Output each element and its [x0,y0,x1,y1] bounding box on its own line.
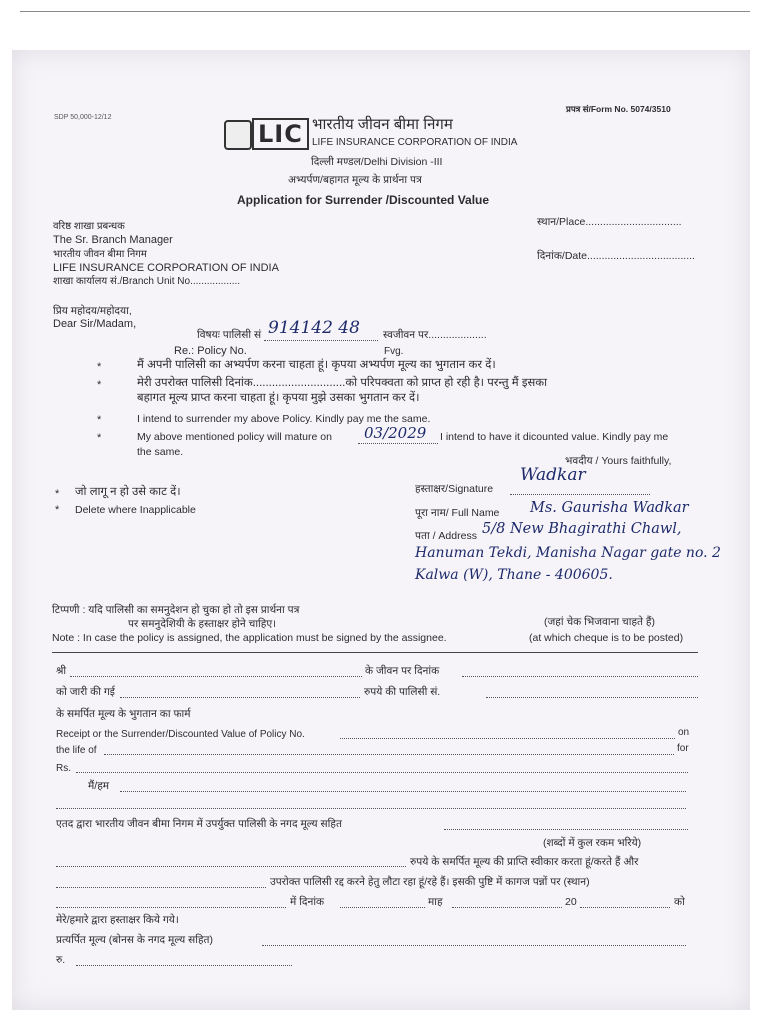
subject-hindi: अभ्यर्पण/बहागत मूल्य के प्रार्थना पत्र [288,174,422,186]
scan-top-edge [20,11,750,12]
receipt-blank-line[interactable] [56,808,686,809]
address-label: पता / Address [415,530,477,542]
policy-number-handwritten[interactable]: 914142 48 [268,318,360,338]
receipt-life-date: के जीवन पर दिनांक [365,665,440,677]
fvg-label: Fvg. [384,346,404,357]
form-title: Application for Surrender /Discounted Value [237,193,490,207]
receipt-year-line[interactable] [580,907,670,908]
receipt-declaration: एतद द्वारा भारतीय जीवन बीमा निगम में उपर्युक्त पालिसी के नगद मूल्य सहित [56,818,342,830]
receipt-day-line[interactable] [340,907,425,908]
para-surrender-hindi: मैं अपनी पालिसी का अभ्यर्पण करना चाहता हूं। कृपया अभ्यर्पण मूल्य का भुगतान कर दें। [137,359,496,371]
receipt-policy-line[interactable] [486,697,698,698]
note-hindi-1: टिप्पणी : यदि पालिसी का समनुदेशन हो चुका हो तो इस प्रार्थना पत्र [52,604,300,616]
signature-line [510,494,650,495]
receipt-life-of: the life of [56,745,97,756]
receipt-on: on [678,727,690,738]
org-name-english: LIFE INSURANCE CORPORATION OF INDIA [312,137,518,148]
receipt-rupees-line[interactable] [76,965,292,966]
bullet-6: * [55,504,60,516]
address-line-2-handwritten[interactable]: Hanuman Tekdi, Manisha Nagar gate no. 2 [415,545,721,561]
policy-number-line [264,340,378,341]
receipt-surrender-value: प्रत्यर्पित मूल्य (बोनस के नगद मूल्य सहित) [56,934,214,946]
receipt-place-line[interactable] [56,907,286,908]
form-number: प्रपत्र सं/Form No. 5074/3510 [566,104,671,114]
receipt-policy-no: रुपये की पालिसी सं. [364,686,441,698]
bullet-5: * [55,488,60,500]
receipt-declaration-line[interactable] [444,829,688,830]
receipt-signed: मेरे/हमारे द्वारा हस्ताक्षर किये गये। [56,914,179,926]
lic-logo-text: LIC [252,118,309,150]
receipt-ko: को [674,896,685,908]
section-divider [52,652,698,653]
signature-label: हस्ताक्षर/Signature [415,483,494,495]
receipt-shri: श्री [56,665,67,677]
bullet-1: * [97,361,102,373]
para-surrender-english: I intend to surrender my above Policy. Kindly pay me the same. [137,413,431,425]
bullet-2: * [97,379,102,391]
receipt-surrender-english: Receipt or the Surrender/Discounted Value of Policy No. [56,729,305,740]
branch-unit-no: शाखा कार्यालय सं./Branch Unit No.................. [53,276,241,287]
receipt-surrender-value-line[interactable] [262,945,686,946]
delete-inapplicable-hindi: जो लागू न हो उसे काट दें। [75,486,181,498]
subject-own-life: स्वजीवन पर.................... [383,329,487,341]
yours-faithfully: भवदीय / Yours faithfully, [565,455,672,467]
receipt-words-line[interactable] [56,866,406,867]
receipt-acknowledge: रुपये के समर्पित मूल्य की प्राप्ति स्वीकार करता हूं/करते हैं और [410,856,639,868]
receipt-return-line[interactable] [56,887,266,888]
re-policy-no: Re.: Policy No. [174,345,247,357]
sdp-code: SDP 50,000-12/12 [54,114,112,121]
para-discount-hindi-1: मेरी उपरोक्त पालिसी दिनांक.............................को परिपक्वता को प्राप्त हो रही है। परन्तु मैं इसका [137,377,548,389]
receipt-return: उपरोक्त पालिसी रद्द करने हेतु लौटा रहा हूं/रहे हैं। इसकी पुष्टि में कागज पन्नों पर (स्थान) [270,876,590,888]
subject-label: विषयः पालिसी सं [197,329,262,341]
receipt-amount-words: (शब्दों में कुल रकम भरिये) [543,837,642,849]
address-line-4: LIFE INSURANCE CORPORATION OF INDIA [53,262,279,274]
receipt-i-we-line[interactable] [120,791,686,792]
receipt-rupees: रु. [56,954,66,966]
lic-emblem-icon [224,120,252,150]
address-line-1: वरिष्ठ शाखा प्रबन्धक [53,221,125,232]
para-mature-english-3: the same. [137,446,184,458]
address-line-3: भारतीय जीवन बीमा निगम [53,249,147,260]
address-line-3-handwritten[interactable]: Kalwa (W), Thane - 400605. [415,567,613,583]
note-english: Note : In case the policy is assigned, the application must be signed by the assignee. [52,632,447,644]
receipt-date-line[interactable] [462,676,698,677]
salutation-english: Dear Sir/Madam, [53,318,137,330]
date-field[interactable]: दिनांक/Date..................................... [537,250,695,262]
receipt-name-line[interactable] [70,676,362,677]
full-name-handwritten[interactable]: Ms. Gaurisha Wadkar [530,500,689,516]
para-discount-hindi-2: बहागत मूल्य प्राप्त करना चाहता हूं। कृपया मुझे उसका भुगतान कर दें। [137,392,420,404]
org-name-hindi: भारतीय जीवन बीमा निगम [312,116,453,133]
receipt-amount-line[interactable] [120,697,360,698]
receipt-year: 20 [565,896,577,908]
division: दिल्ली मण्डल/Delhi Division -III [311,156,443,168]
receipt-on-date: में दिनांक [290,896,325,908]
receipt-form-hindi: के समर्पित मूल्य के भुगतान का फार्म [56,708,191,720]
note-hindi-2: पर समनुदेशियी के हस्ताक्षर होने चाहिए। [128,618,277,630]
receipt-policy-no-line[interactable] [340,738,675,739]
place-field[interactable]: स्थान/Place................................. [537,216,682,228]
receipt-month-line[interactable] [452,907,562,908]
receipt-issued: को जारी की गई [56,686,115,698]
receipt-life-of-line[interactable] [104,754,674,755]
para-mature-english-1: My above mentioned policy will mature on [137,431,332,443]
receipt-rs-line[interactable] [76,772,688,773]
delete-inapplicable-english: Delete where Inapplicable [75,504,196,516]
signature-handwritten[interactable]: Wadkar [520,465,586,485]
full-name-label: पूरा नाम/ Full Name [415,507,500,519]
salutation-hindi: प्रिय महोदय/महोदया, [53,305,132,317]
bullet-4: * [97,432,102,444]
cheque-note-english: (at which cheque is to be posted) [529,632,684,644]
maturity-date-line [358,443,438,444]
receipt-month: माह [428,896,443,908]
maturity-date-handwritten[interactable]: 03/2029 [364,424,427,442]
address-line-1-handwritten[interactable]: 5/8 New Bhagirathi Chawl, [482,521,682,537]
receipt-for: for [677,743,689,754]
receipt-rs: Rs. [56,763,71,774]
cheque-note-hindi: (जहां चेक भिजवाना चाहते हैं) [544,616,655,628]
lic-logo [224,118,304,150]
bullet-3: * [97,414,102,426]
address-line-2: The Sr. Branch Manager [53,234,173,246]
receipt-i-we: मैं/हम [88,780,110,792]
para-mature-english-2: I intend to have it dicounted value. Kindly pay me [440,431,669,443]
